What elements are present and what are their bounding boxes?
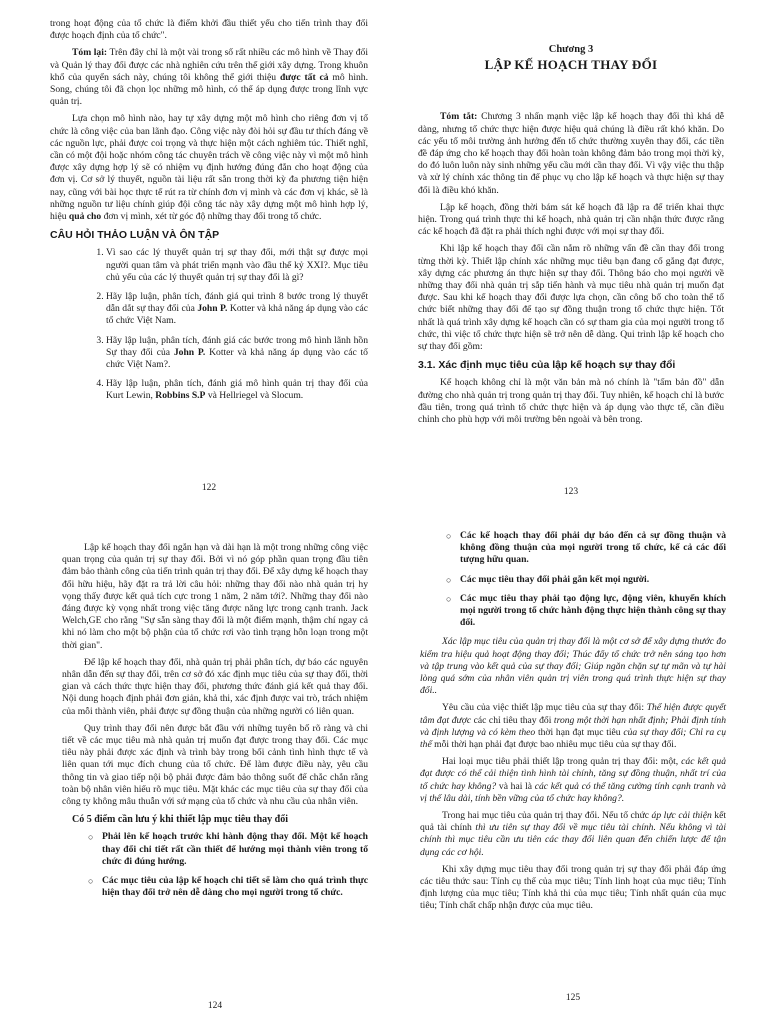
body-paragraph: Lập kế hoạch, đồng thời bám sát kế hoạch đã lập ra để triển khai thực hiện. Trong quá trình thực thi kế hoạch, nhà quản trị cần nhận thức được rằng các kế hoạch đã đặt ra phải thích nghi được với mọi sự thay đổi. [418,201,724,238]
page-124 [62,542,368,1020]
body-paragraph: Kế hoạch không chỉ là một văn bản mà nó chính là "tấm bản đồ" dẫn đường cho nhà quản trị trong quản trị thay đổi. Tuy nhiên, kế hoạch chỉ là bước đầu tiên, trong quá trình tổ chức thực hiện và áp dụng vào thực tế, cần điều chỉnh cho phù hợp với môi trường bên ngoài và bên trong. [418,377,724,426]
chapter-title: LẬP KẾ HOẠCH THAY ĐỔI [484,57,658,73]
author-name: John P. [173,346,206,358]
body-paragraph: Để lập kế hoạch thay đổi, nhà quản trị phải phân tích, dự báo các nguyên nhân dẫn đến sự thay đổi, trên cơ sở đó xác định mục tiêu của sự thay đổi, thời gian và cách thức thực hiện thay đổi, phương thức đánh giá kết quả thay đổi. Nội dung hoạch định phải đơn giản, khả thi, xác định được vai trò, trách nhiệm của mỗi thành viên, phải được sự đồng thuận của những người có liên quan. [62,656,368,717]
question-text: Hãy lập luận, phân tích, đánh giá mô hình quản trị thay đổi của Kurt Lewin, [106,378,368,402]
body-paragraph [420,810,726,859]
question-item [106,378,368,402]
para2-text-1: Lựa chọn mô hình nào, hay tự xây dựng một mô hình cho riêng đơn vị tổ chức là công việc của ban lãnh đạo. Công việc này đòi hỏi sự đầu tư thích đáng về các nguồn lực, phải được coi trọng và thực hiện một cách nghiêm túc. Thiết nghĩ, cần có một đội hoặc nhóm công tác chuyên trách về công việc này vì một mô hình được xây dựng hợp lý sẽ có nhiệm vụ định hướng đúng đắn cho hoạt động của đơn vị. Cơ sở lý thuyết, nguồn tài liệu rất sẵn trong thời kỳ đa phương tiện hiện nay, cũng với bài học thực tế rút ra từ chính đơn vị mình và các đơn vị khác, sẽ là những nguồn tư liệu chính giúp đội công tác này xây dựng một mô hình hợp lý, hiệu [50,113,368,223]
question-item [106,291,368,328]
summary-label: Tóm tắt: [440,111,478,123]
summary-paragraph [50,47,368,108]
page-number: 124 [207,1001,223,1011]
body-paragraph [420,702,726,751]
bullet-item [446,592,726,630]
question-text: Hãy lập luận, phân tích, đánh giá các bước trong mô hình lãnh hồn Sự thay đổi của [106,334,368,358]
page-number: 125 [565,993,581,1003]
circle-bullet-icon: ○ [446,531,452,541]
para-text: các chỉ tiêu thay đổi [471,714,554,726]
para-italic: Thể hiện được quyết tâm đạt được [420,702,726,726]
summary-text-1: Trên đây chỉ là một vài trong số rất nhiều các mô hình về Thay đổi và Quản lý thay đổi được các nhà nghiên cứu trên thế giới xây dựng. Trong khuôn khổ của quyển sách này, chúng tôi không thể giới thiệu [50,47,368,83]
italic-paragraph: Xác lập mục tiêu của quản trị thay đổi là một cơ sở để xây dựng thước đo kiểm tra hiệu quả hoạt động thay đổi; Thúc đẩy tổ chức trở nên sáng tạo hơn và tập trung vào kết quả của sự thay đổi; Giúp ngăn chặn sự tự mãn và tự hài lòng quá sớm của nhân viên quản trị viên trong quá trình thực hiện sự thay đổi.. [420,636,726,697]
question-text: và Hellriegel và Slocum. [205,390,304,402]
circle-bullet-icon: ○ [88,832,94,843]
page-123 [418,44,724,506]
page-122 [50,18,368,506]
body-paragraph: Lập kế hoạch thay đổi ngắn hạn và dài hạn là một trong những công việc quan trọng của quản trị sự thay đổi. Bởi vì nó góp phần quan trọng đầu tiên đảm bảo thành công của tiến trình quản trị thay đổi. Để xây dựng kế hoạch thay đổi hữu hiệu, hãy đặt ra trả lời câu hỏi: những thay đổi nào nhà quản trị hy vọng thấy được kết quả tích cực trong 1 năm, 2 năm tới?. Những thay đổi nào đáng được kỳ vọng nhất trong việc tăng được năng lực trong cạnh tranh. Jack Welch,GE cho rằng "Sự sẵn sàng thay đổi là một điểm mạnh, thậm chí ngay cả khi nó làm cho một bộ phận của tổ chức rơi vào tình trạng hỗn loạn trong một thời gian". [62,542,368,651]
subsection-heading: Có 5 điểm cần lưu ý khi thiết lập mục tiêu thay đổi [72,814,289,826]
summary-text: Chương 3 nhấn mạnh việc lập kế hoạch thay đổi thì khá dễ dàng, nhưng tổ chức thực hiện được hiệu quả chúng là điều rất khó khăn. Do các yếu tố môi trường ảnh hưởng đến tổ chức thường xuyên thay đổi, các tiền đề đáp ứng cho kế hoạch thay đổi hoàn toàn không đảm bảo trong mọi thời kỳ, do đó luôn luôn này sinh những yếu cầu mới cần thay đổi. Vì vậy việc thu thập và xử lý chính xác thông tin để phục vụ cho lập kế hoạch và thực hiện sự thay đổi là điều khó khăn. [418,111,725,196]
para-text: Trong hai mục tiêu của quản trị thay đổi. Nếu tổ chức [442,810,652,822]
summary-label: Tóm lại: [72,47,108,59]
para-italic: của sự thay đổi; Chỉ ra cụ thể [420,726,726,751]
page-number: 123 [563,487,579,497]
question-list [50,247,368,402]
para-italic: các kết quả đạt được có thể cải thiện tình hình tài chính, tăng sự đồng thuận, nhất trí của tổ chức hay không? [420,756,726,792]
para-text: và hai là [496,780,535,792]
summary-emphasis: được tất cả [279,71,329,83]
body-paragraph: Khi xây dựng mục tiêu thay đổi trong quản trị sự thay đổi phải đáp ứng các tiêu thức sau: Tính cụ thể của mục tiêu; Tính linh hoạt của mục tiêu; Tính định lượng của mục tiêu; Tính khả thi của mục tiêu; Tính nhất quán của mục tiêu; Tính chất chấp nhận được của mục tiêu. [420,863,726,912]
para-text: thời hạn đạt mục tiêu [535,726,624,738]
author-name: Robbins S.P [155,390,206,402]
circle-bullet-icon: ○ [446,593,452,604]
para-text: Yêu cầu của việc thiết lập mục tiêu của sự thay đổi: [442,702,647,714]
bullet-text: Các mục tiêu thay phải tạo động lực, động viên, khuyến khích mọi người trong tổ chức hành động thực hiện thành công sự thay đổi. [460,592,726,629]
page-125 [420,530,726,1020]
body-paragraph: Khi lập kế hoạch thay đổi cần nắm rõ những vấn đề cần thay đổi trong từng thời kỳ. Thiết lập chính xác những mục tiêu bạn đang cố gắng đạt được, xây dựng các phương án thực hiện sự thay đổi. Thông báo cho mọi người về những thay đổi nhà quản trị sắp tiến hành và mục tiêu nhà quản trị muốn đạt được. Sau khi kế hoạch thay đổi được lựa chọn, cần công bố cho toàn thể tổ chức biết những thay đổi để tạo sự đồng thuận trong tổ chức thực hiện. Tốt nhất là quá trình xây dựng kế hoạch cần có sự tham gia của mọi người trong tổ chức, thì việc tổ chức thực hiện sẽ trở nên dễ dàng. Qui trình lập kế hoạch cho sự thay đổi gồm: [418,243,724,353]
para-italic: các kết quả có thể tăng cường tính cạnh tranh và vị thế lâu dài, tính bền vững của tổ chức hay không?. [420,780,726,804]
bullet-text: Các mục tiêu của lập kế hoạch chi tiết sẽ làm cho quá trình thực hiện thay đổi trở nên dễ dàng cho mọi người trong tổ chức. [102,875,368,899]
body-paragraph [50,113,368,223]
bullet-item [88,875,368,899]
body-paragraph [420,756,726,805]
question-item [106,335,368,372]
para-text: mỗi thời hạn phải đạt được bao nhiêu mục tiêu của sự thay đổi. [431,739,677,751]
para-text: kết quả tài chính [420,810,726,834]
page-number: 122 [201,483,217,493]
question-text: Kotter và khả năng áp dụng vào các tổ chức Việt Nam?. [106,346,368,371]
intro-paragraph: trong hoạt động của tổ chức là điểm khởi đầu thiết yếu cho tiến trình thay đổi được hoạch định của tổ chức". [50,18,368,42]
question-item: 1. Vì sao các lý thuyết quản trị sự thay đổi, mới thật sự được mọi người quan tâm và phát triển mạnh vào đầu thế kỷ XXI?. Mục tiêu chủ yếu của các lý thuyết quản trị sự thay đổi là gì? [106,247,368,284]
body-paragraph: Quy trình thay đổi nên được bắt đầu với những tuyên bố rõ ràng và chi tiết về các mục tiêu mà nhà quản trị muốn đạt được trong thay đổi. Các mục tiêu này phải được xác định và trình bày trong bối cảnh tình hình thực tế và liên quan tới mục đích chung của tổ chức. Để làm được điều này, yêu cầu thông tin và giao tiếp nội bộ phải được đảm bảo thông suốt để chắc chắn rằng toàn bộ nhân viên hiểu rõ mục tiêu. Mặt khác các mục tiêu của sự thay đổi của công ty không mâu thuẫn với sứ mạng của tổ chức và nhu cầu của nhân viên. [62,722,368,808]
para-italic: trong một thời hạn nhất định; Phải định tính và định lượng và có kèm theo [420,714,726,738]
para-italic: áp lực cải thiện [651,810,712,822]
author-name: John P. [197,303,228,315]
bullet-item [446,530,726,567]
summary-text-2: mô hình. Song, chúng tôi đã chọn lọc những mô hình, có thể áp dụng được trong lĩnh vực quản trị. [50,71,368,108]
bullet-text: Các kế hoạch thay đổi phải dự báo đến cả sự đồng thuận và không đồng thuận của mọi người trong tổ chức, kể cả các đối tượng hữu quan. [460,530,726,566]
section-heading: 3.1. Xác định mục tiêu của lập kế hoạch sự thay đổi [418,359,676,372]
question-text: Hãy lập luận, phân tích, đánh giá qui trình 8 bước trong lý thuyết dẫn dắt sự thay đổi của [106,291,368,315]
question-text: Kotter và khả năng áp dụng vào các tổ chức Việt Nam. [106,303,369,327]
summary-paragraph [418,111,724,196]
section-heading: CÂU HỎI THẢO LUẬN VÀ ÔN TẬP [50,229,220,242]
bullet-text: Phải lên kế hoạch trước khi hành động thay đổi. Một kế hoạch thay đổi chi tiết rất cần thiết để hướng mọi thành viên trong tổ chức đi đúng hướng. [102,831,368,867]
para-text: Hai loại mục tiêu phải thiết lập trong quản trị thay đổi: một, [442,756,682,768]
para2-emphasis: quả cho [68,211,102,223]
circle-bullet-icon: ○ [88,876,94,887]
bullet-item [88,831,368,868]
circle-bullet-icon: ○ [446,574,452,585]
bullet-text: Các mục tiêu thay đổi phải gắn kết mọi người. [460,573,650,585]
para-italic: thì ưu tiên sự thay đổi về mục tiêu tài chính. Nếu không vì tài chính thì mục tiêu cần ưu tiên các thay đổi liên quan đến chiến lược để tận dụng các cơ hội. [420,822,727,858]
bullet-list [62,831,368,899]
bullet-item [446,573,726,586]
chapter-label: Chương 3 [548,44,594,55]
bullet-list [420,530,726,629]
para2-text-2: đơn vị mình, xét từ góc độ những thay đổi trong tổ chức. [101,211,322,223]
